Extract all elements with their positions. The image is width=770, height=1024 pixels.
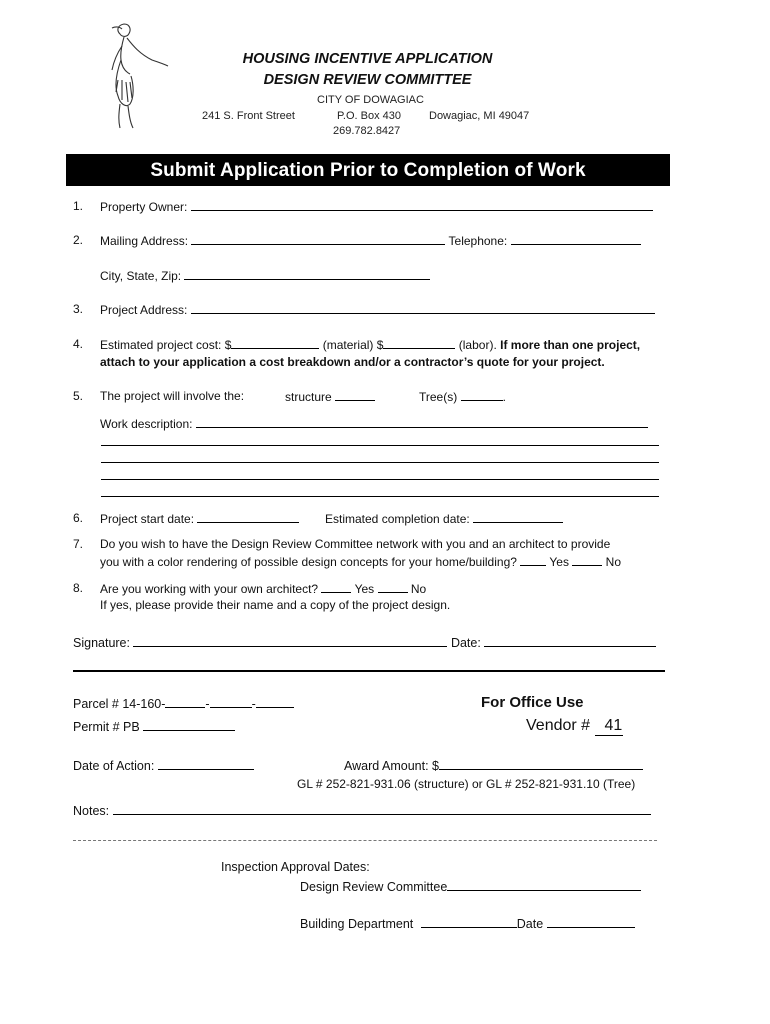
trees-row bbox=[419, 389, 506, 404]
item-number: 8. bbox=[73, 581, 84, 595]
item-number: 3. bbox=[73, 302, 84, 316]
form-title: HOUSING INCENTIVE APPLICATION bbox=[242, 51, 493, 67]
city-state-zip-label: City, State, Zip: bbox=[100, 269, 182, 283]
work-description-label: Work description: bbox=[100, 417, 193, 431]
work-description-line[interactable] bbox=[101, 496, 659, 497]
building-dept-field[interactable] bbox=[421, 916, 517, 928]
notes-label: Notes: bbox=[73, 804, 110, 818]
completion-date-row bbox=[325, 511, 563, 526]
phone-number: 269.782.8427 bbox=[333, 125, 401, 137]
parcel-field-3[interactable] bbox=[256, 696, 294, 708]
labor-cost-field[interactable] bbox=[383, 337, 455, 349]
signature-label: Signature: bbox=[73, 636, 130, 650]
mailing-address-label: Mailing Address: bbox=[100, 234, 189, 248]
item-number: 1. bbox=[73, 199, 84, 213]
architect-instructions: If yes, please provide their name and a copy of the project design. bbox=[100, 598, 451, 612]
structure-row bbox=[285, 389, 375, 404]
cost-label: Estimated project cost: $ bbox=[100, 338, 232, 352]
telephone-field[interactable] bbox=[511, 233, 641, 245]
submission-banner: Submit Application Prior to Completion of Work bbox=[66, 154, 670, 186]
drc-date-field[interactable] bbox=[447, 879, 641, 891]
material-cost-field[interactable] bbox=[231, 337, 319, 349]
notes-field[interactable] bbox=[113, 803, 651, 815]
material-label: (material) $ bbox=[322, 338, 384, 352]
cost-note: If more than one project, bbox=[500, 338, 641, 352]
work-description-line[interactable] bbox=[101, 462, 659, 463]
start-date-label: Project start date: bbox=[100, 512, 195, 526]
city-state-zip-field[interactable] bbox=[184, 268, 430, 280]
building-dept-row bbox=[300, 916, 635, 931]
award-amount-field[interactable] bbox=[439, 758, 643, 770]
item-number: 4. bbox=[73, 337, 84, 351]
telephone-label: Telephone: bbox=[448, 234, 508, 248]
item-number: 5. bbox=[73, 389, 84, 403]
permit-field[interactable] bbox=[143, 719, 235, 731]
yes-label: Yes bbox=[354, 582, 375, 596]
mailing-address-field[interactable] bbox=[191, 233, 445, 245]
vendor-number: 41 bbox=[595, 717, 624, 736]
notes-row bbox=[73, 803, 651, 818]
structure-field[interactable] bbox=[335, 389, 375, 401]
parcel-field-1[interactable] bbox=[165, 696, 205, 708]
permit-row bbox=[73, 719, 235, 734]
city-state: Dowagiac, MI 49047 bbox=[429, 110, 530, 122]
structure-label: structure bbox=[285, 390, 332, 404]
gl-account-numbers: GL # 252-821-931.06 (structure) or GL # 252-821-931.10 (Tree) bbox=[297, 777, 636, 791]
architect-yes-field[interactable] bbox=[321, 581, 351, 593]
parcel-field-2[interactable] bbox=[210, 696, 252, 708]
drc-label: Design Review Committee bbox=[300, 880, 448, 894]
architect-question: Are you working with your own architect? bbox=[100, 582, 319, 596]
signature-row bbox=[73, 635, 656, 650]
vendor-label: Vendor # bbox=[526, 717, 591, 734]
parcel-label: Parcel # 14-160- bbox=[73, 697, 166, 711]
property-owner-field[interactable] bbox=[191, 199, 653, 211]
building-date-label: Date bbox=[516, 917, 544, 931]
drc-row bbox=[300, 879, 641, 894]
office-use-heading: For Office Use bbox=[481, 694, 584, 711]
property-owner-row bbox=[100, 199, 653, 214]
inspection-heading: Inspection Approval Dates: bbox=[221, 860, 370, 874]
building-dept-label: Building Department bbox=[300, 917, 414, 931]
signature-date-field[interactable] bbox=[484, 635, 656, 647]
design-review-question: Do you wish to have the Design Review Committee network with you and an architect to provide bbox=[100, 537, 611, 551]
design-review-question-continued bbox=[100, 554, 621, 569]
start-date-field[interactable] bbox=[197, 511, 299, 523]
item-number: 7. bbox=[73, 537, 84, 551]
city-state-zip-row bbox=[100, 268, 430, 283]
project-address-row bbox=[100, 302, 655, 317]
parcel-dash: - bbox=[205, 697, 210, 711]
work-description-row bbox=[100, 416, 648, 431]
date-of-action-label: Date of Action: bbox=[73, 759, 155, 773]
notes-line[interactable] bbox=[73, 840, 657, 841]
work-description-line[interactable] bbox=[101, 479, 659, 480]
item-number: 2. bbox=[73, 233, 84, 247]
parcel-dash: - bbox=[251, 697, 256, 711]
completion-date-field[interactable] bbox=[473, 511, 563, 523]
project-involve-label: The project will involve the: bbox=[100, 389, 245, 403]
award-amount-label: Award Amount: $ bbox=[344, 759, 439, 773]
trees-field[interactable] bbox=[461, 389, 503, 401]
trees-period: . bbox=[502, 390, 506, 404]
award-amount-row bbox=[344, 758, 643, 773]
permit-label: Permit # PB bbox=[73, 720, 140, 734]
item-number: 6. bbox=[73, 511, 84, 525]
date-of-action-field[interactable] bbox=[158, 758, 254, 770]
section-divider bbox=[73, 670, 665, 672]
signature-field[interactable] bbox=[133, 635, 447, 647]
work-description-field[interactable] bbox=[196, 416, 648, 428]
design-review-yes-field[interactable] bbox=[520, 554, 546, 566]
cost-note-continued: attach to your application a cost breakdown and/or a contractor’s quote for your project. bbox=[100, 355, 605, 369]
architect-question-row bbox=[100, 581, 426, 596]
design-review-question-text: you with a color rendering of possible design concepts for your home/building? bbox=[100, 555, 517, 569]
signature-date-label: Date: bbox=[450, 636, 481, 650]
architect-no-field[interactable] bbox=[378, 581, 408, 593]
parcel-row bbox=[73, 696, 294, 711]
no-label: No bbox=[410, 582, 427, 596]
building-date-field[interactable] bbox=[547, 916, 635, 928]
street-address: 241 S. Front Street bbox=[202, 110, 295, 122]
no-label: No bbox=[605, 555, 621, 569]
cost-row bbox=[100, 337, 640, 352]
trees-label: Tree(s) bbox=[419, 390, 458, 404]
project-address-field[interactable] bbox=[191, 302, 655, 314]
city-name: CITY OF DOWAGIAC bbox=[317, 94, 424, 106]
start-date-row bbox=[100, 511, 299, 526]
date-of-action-row bbox=[73, 758, 254, 773]
project-address-label: Project Address: bbox=[100, 303, 188, 317]
vendor-row bbox=[526, 717, 623, 736]
mailing-address-row bbox=[100, 233, 641, 248]
work-description-line[interactable] bbox=[101, 445, 659, 446]
labor-label: (labor). bbox=[458, 338, 497, 352]
yes-label: Yes bbox=[549, 555, 569, 569]
design-review-no-field[interactable] bbox=[572, 554, 602, 566]
form-subtitle: DESIGN REVIEW COMMITTEE bbox=[263, 72, 472, 88]
po-box: P.O. Box 430 bbox=[337, 110, 402, 122]
property-owner-label: Property Owner: bbox=[100, 200, 188, 214]
completion-date-label: Estimated completion date: bbox=[325, 512, 470, 526]
